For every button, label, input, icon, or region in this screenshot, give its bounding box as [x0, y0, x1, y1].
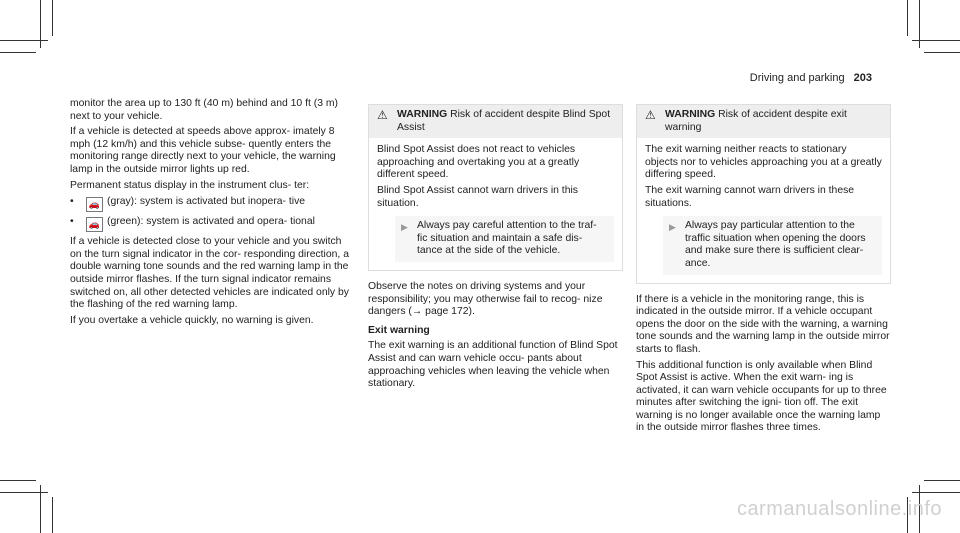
paragraph: If a vehicle is detected at speeds above approx- imately 8 mph (12 km/h) and this vehicle subse- quently enters the monitoring range directly next to your vehicle, the warning lamp in the outside mirror lights up red.: [70, 126, 336, 175]
paragraph: If you overtake a vehicle quickly, no warning is given.: [70, 314, 314, 326]
paragraph: Permanent status display in the instrument clus- ter:: [70, 179, 310, 191]
warning-label: WARNING: [665, 109, 716, 120]
crop-mark: [52, 497, 53, 533]
page-number: 203: [853, 72, 872, 84]
warning-label: WARNING: [397, 109, 448, 120]
crop-mark: [0, 492, 48, 493]
paragraph: This additional function is only available when Blind Spot Assist is active. When the exit warn- ing is activated, it can warn vehicle occupants for up to three minutes after switching the igni- tion off. The exit warning is no longer available once the warning lamp in the outside mirror flashes three times.: [636, 359, 887, 434]
crop-mark: [912, 40, 960, 41]
blind-spot-car-icon: 🚗: [86, 197, 103, 212]
warning-body: [369, 138, 622, 270]
paragraph: If a vehicle is detected close to your vehicle and you switch on the turn signal indicator in the cor- responding direction, a double warning tone sounds and the red warning lamp in the outside mirror flashes. If the turn signal indicator remains switched on, all other detected vehicles are indicated only by the flashing of the red warning lamp.: [70, 236, 349, 311]
warning-box: [368, 104, 623, 271]
list-item-text: (gray): system is activated but inopera- tive: [107, 196, 306, 208]
paragraph: monitor the area up to 130 ft (40 m) behind and 10 ft (3 m) next to your vehicle.: [70, 98, 338, 122]
bullet-icon: •: [70, 216, 74, 228]
warning-body: [637, 138, 890, 282]
warning-header: [637, 105, 890, 138]
paragraph: The exit warning neither reacts to stationary objects nor to vehicles approaching you at a greatly differing speed.: [645, 144, 882, 181]
crop-mark: [912, 492, 960, 493]
crop-mark: [924, 480, 960, 481]
section-heading: Exit warning: [368, 324, 430, 336]
crop-mark: [0, 480, 36, 481]
paragraph: If there is a vehicle in the monitoring range, this is indicated in the outside mirror. If a vehicle occupant opens the door on the side with the warning, a warning tone sounds and the warning lamp in the outside mirror starts to flash.: [636, 293, 890, 355]
action-text: Always pay careful attention to the traf- fic situation and maintain a safe dis- tance at the side of the vehicle.: [417, 220, 597, 257]
paragraph: The exit warning is an additional function of Blind Spot Assist and can warn vehicle occu- pants about approaching vehicles when leaving the vehicle when stationary.: [368, 340, 618, 390]
action-step: [395, 216, 614, 262]
paragraph: Blind Spot Assist cannot warn drivers in this situation.: [377, 184, 578, 209]
paragraph: Blind Spot Assist does not react to vehicles approaching and overtaking you at a greatly different speed.: [377, 144, 580, 181]
watermark-text: carmanualsonline.info: [736, 498, 942, 520]
list-item-text: (green): system is activated and opera- tional: [107, 216, 315, 228]
warning-title: Risk of accident despite Blind Spot Assist: [397, 109, 611, 133]
page-header: [750, 72, 872, 84]
blind-spot-car-icon: 🚗: [86, 217, 103, 232]
crop-mark: [0, 40, 48, 41]
action-step: [663, 216, 882, 274]
list-item: [70, 216, 350, 232]
warning-header: [369, 105, 622, 138]
crop-mark: [924, 52, 960, 53]
column-1: [70, 98, 350, 330]
bullet-icon: •: [70, 196, 74, 208]
crop-mark: [52, 0, 53, 36]
warning-triangle-icon: ⚠: [645, 108, 656, 122]
crop-mark: [0, 52, 36, 53]
list-item: [70, 196, 350, 212]
column-3: [636, 104, 891, 438]
triangle-right-icon: ▶: [401, 222, 408, 233]
triangle-right-icon: ▶: [669, 222, 676, 233]
warning-triangle-icon: ⚠: [377, 108, 388, 122]
column-2: [368, 104, 623, 394]
warning-box: [636, 104, 891, 284]
action-text: Always pay particular attention to the traffic situation when opening the doors and make sure there is sufficient clear- ance.: [685, 220, 866, 269]
section-title: Driving and parking: [749, 72, 845, 84]
warning-title: Risk of accident despite exit warning: [665, 109, 847, 133]
crop-mark: [907, 0, 908, 36]
paragraph: Observe the notes on driving systems and your responsibility; you may otherwise fail to recog- nize dangers (→ page 172).: [368, 280, 603, 318]
paragraph: The exit warning cannot warn drivers in these situations.: [645, 184, 855, 209]
